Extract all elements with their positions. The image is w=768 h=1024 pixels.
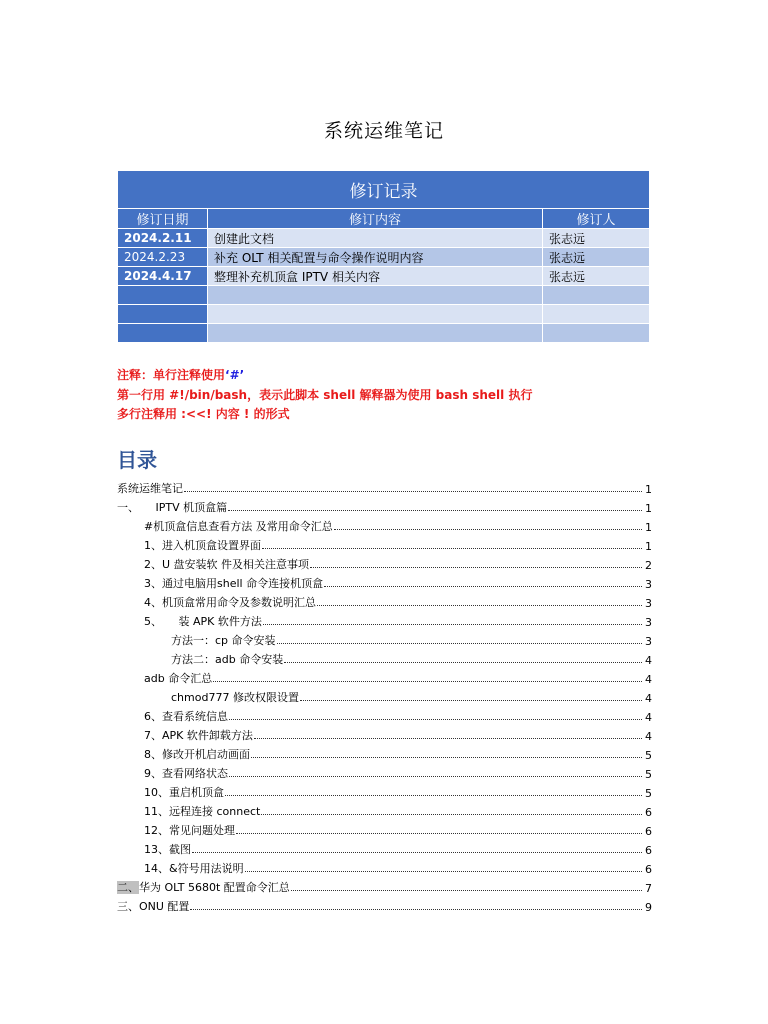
revision-table	[117, 170, 650, 343]
comment-notes	[117, 366, 532, 425]
toc-leader	[261, 813, 642, 815]
toc-entry-page: 6	[645, 844, 652, 857]
toc-entry-page: 4	[645, 692, 652, 705]
revision-author: 张志远	[543, 267, 650, 286]
toc-leader	[245, 870, 642, 872]
toc-entry-page: 6	[645, 825, 652, 838]
revision-author: 张志远	[543, 248, 650, 267]
toc-entry-text: 5、 装 APK 软件方法	[144, 615, 262, 628]
toc-entry[interactable]	[117, 743, 652, 762]
toc-entry[interactable]	[117, 629, 652, 648]
toc-entry-text: 2、U 盘安装软 件及相关注意事项	[144, 558, 310, 571]
table-row	[118, 267, 650, 286]
toc-leader	[334, 528, 642, 530]
toc-entry[interactable]	[117, 610, 652, 629]
toc-entry[interactable]	[117, 477, 652, 496]
toc-entry-text: 9、查看网络状态	[144, 767, 228, 780]
toc-entry-page: 4	[645, 711, 652, 724]
note-line: 第一行用 #!/bin/bash，表示此脚本 shell 解释器为使用 bash shell 执行	[117, 387, 533, 402]
toc-entry[interactable]	[117, 838, 652, 857]
toc-entry-page: 3	[645, 616, 652, 629]
toc-entry-text: 一、 IPTV 机顶盒篇	[117, 501, 228, 514]
toc-entry[interactable]	[117, 895, 652, 914]
header-revision-content: 修订内容	[208, 209, 543, 229]
toc-entry-text: 方法一：cp 命令安装	[171, 634, 276, 647]
toc-leader	[236, 832, 642, 834]
toc-entry-text: 4、机顶盒常用命令及参数说明汇总	[144, 596, 316, 609]
toc-entry-page: 1	[645, 540, 652, 553]
toc-leader	[213, 680, 642, 682]
note-line: 多行注释用 :<<! 内容 ! 的形式	[117, 407, 290, 421]
toc-entry[interactable]	[117, 800, 652, 819]
toc-leader	[324, 585, 642, 587]
toc-entry-text: 13、截图	[144, 843, 191, 856]
header-revision-author: 修订人	[543, 209, 650, 229]
toc-entry-text: 10、重启机顶盒	[144, 786, 224, 799]
toc-entry-text: 1、进入机顶盒设置界面	[144, 539, 261, 552]
toc-entry-text: 6、查看系统信息	[144, 710, 228, 723]
toc-entry-page: 5	[645, 768, 652, 781]
revision-date	[118, 324, 208, 343]
toc-entry-text: 7、APK 软件卸载方法	[144, 729, 253, 742]
toc-entry[interactable]	[117, 876, 652, 895]
toc-entry-page: 4	[645, 673, 652, 686]
toc-entry[interactable]	[117, 857, 652, 876]
note-line	[117, 366, 532, 386]
table-row	[118, 324, 650, 343]
toc-leader	[192, 851, 642, 853]
revision-content	[208, 305, 543, 324]
toc-entry[interactable]	[117, 496, 652, 515]
toc-entry[interactable]	[117, 553, 652, 572]
revision-author	[543, 324, 650, 343]
toc-entry[interactable]	[117, 781, 652, 800]
toc-leader	[228, 509, 642, 511]
revision-author	[543, 305, 650, 324]
toc-leader	[263, 623, 642, 625]
toc-entry-text: chmod777 修改权限设置	[171, 691, 299, 704]
toc-entry-text: 8、修改开机启动画面	[144, 748, 250, 761]
toc-entry-page: 7	[645, 882, 652, 895]
toc-entry[interactable]	[117, 534, 652, 553]
toc-entry-page: 3	[645, 635, 652, 648]
toc-entry-page: 9	[645, 901, 652, 914]
toc-leader	[254, 737, 642, 739]
note-text: 注释：单行注释使用	[117, 368, 226, 382]
revision-date: 2024.2.11	[118, 229, 208, 248]
table-row	[118, 305, 650, 324]
toc-entry-page: 3	[645, 597, 652, 610]
toc-entry[interactable]	[117, 667, 652, 686]
header-revision-date: 修订日期	[118, 209, 208, 229]
revision-content: 补充 OLT 相关配置与命令操作说明内容	[208, 248, 543, 267]
toc-entry[interactable]	[117, 819, 652, 838]
toc-entry[interactable]	[117, 648, 652, 667]
toc-entry-page: 4	[645, 654, 652, 667]
toc-leader	[317, 604, 642, 606]
toc-leader	[229, 718, 642, 720]
toc-entry-page: 1	[645, 521, 652, 534]
toc-entry-text: 系统运维笔记	[117, 482, 183, 495]
toc-entry[interactable]	[117, 686, 652, 705]
toc-entry[interactable]	[117, 705, 652, 724]
toc-entry[interactable]	[117, 591, 652, 610]
toc-entry-text: 3、通过电脑用shell 命令连接机顶盒	[144, 577, 324, 590]
toc-leader	[310, 566, 642, 568]
toc-entry-page: 1	[645, 502, 652, 515]
revision-date: 2024.4.17	[118, 267, 208, 286]
toc-entry-page: 5	[645, 787, 652, 800]
table-of-contents	[117, 477, 652, 914]
toc-entry-page: 1	[645, 483, 652, 496]
toc-entry-page: 5	[645, 749, 652, 762]
table-row	[118, 286, 650, 305]
revision-date	[118, 286, 208, 305]
revision-table-title: 修订记录	[118, 171, 650, 209]
revision-author: 张志远	[543, 229, 650, 248]
toc-entry-page: 3	[645, 578, 652, 591]
revision-content	[208, 324, 543, 343]
revision-date	[118, 305, 208, 324]
toc-entry[interactable]	[117, 515, 652, 534]
table-row	[118, 248, 650, 267]
toc-entry-text: 方法二：adb 命令安装	[171, 653, 284, 666]
toc-leader	[184, 490, 642, 492]
toc-entry[interactable]	[117, 572, 652, 591]
toc-leader	[277, 642, 642, 644]
revision-author	[543, 286, 650, 305]
toc-entry-text: 三、ONU 配置	[117, 900, 190, 913]
revision-content	[208, 286, 543, 305]
table-row	[118, 229, 650, 248]
toc-leader	[229, 775, 642, 777]
toc-entry[interactable]	[117, 762, 652, 781]
document-title: 系统运维笔记	[323, 120, 444, 142]
revision-content: 整理补充机顶盒 IPTV 相关内容	[208, 267, 543, 286]
toc-entry-highlight: 二、	[117, 881, 139, 894]
toc-entry[interactable]	[117, 724, 652, 743]
toc-leader	[225, 794, 642, 796]
toc-entry-text	[117, 879, 290, 895]
revision-date: 2024.2.23	[118, 248, 208, 267]
toc-entry-page: 6	[645, 863, 652, 876]
note-symbol: ‘#’	[225, 368, 245, 382]
toc-entry-title: 华为 OLT 5680t 配置命令汇总	[139, 881, 290, 894]
toc-leader	[190, 908, 642, 910]
toc-entry-text: adb 命令汇总	[144, 672, 213, 685]
toc-entry-text: #机顶盒信息查看方法 及常用命令汇总	[144, 520, 333, 533]
toc-entry-page: 6	[645, 806, 652, 819]
toc-leader	[284, 661, 642, 663]
toc-leader	[251, 756, 642, 758]
toc-entry-page: 4	[645, 730, 652, 743]
toc-leader	[291, 889, 642, 891]
toc-heading: 目录	[117, 448, 157, 472]
toc-entry-text: 11、远程连接 connect	[144, 805, 261, 818]
revision-content: 创建此文档	[208, 229, 543, 248]
toc-leader	[262, 547, 642, 549]
toc-leader	[300, 699, 642, 701]
toc-entry-page: 2	[645, 559, 652, 572]
toc-entry-text: 12、常见问题处理	[144, 824, 235, 837]
toc-entry-text: 14、&符号用法说明	[144, 862, 244, 875]
